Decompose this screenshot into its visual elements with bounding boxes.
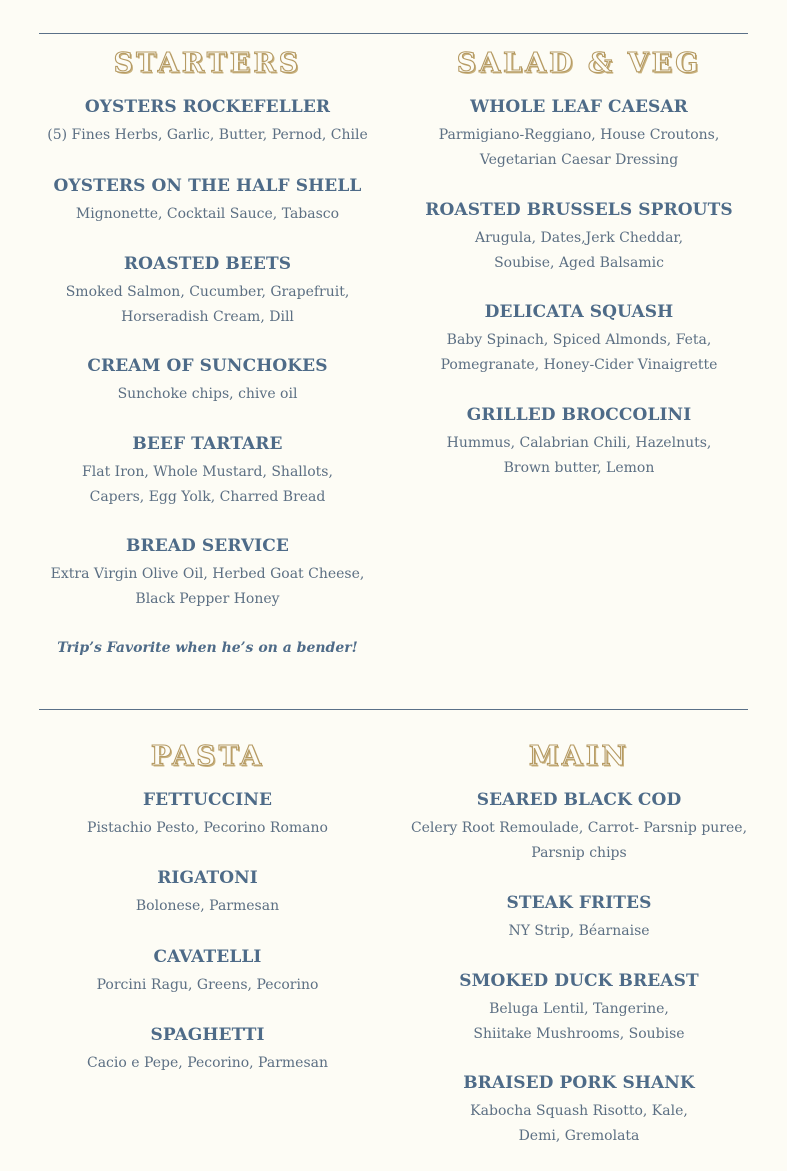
desc-line: Pistachio Pesto, Pecorino Romano — [87, 820, 328, 836]
desc-line: Black Pepper Honey — [135, 591, 280, 607]
item-name: OYSTERS ON THE HALF SHELL — [53, 176, 362, 196]
item-name: BRAISED PORK SHANK — [463, 1073, 695, 1093]
item-name: STEAK FRITES — [506, 893, 652, 913]
menu-item — [39, 867, 376, 919]
item-name: BEEF TARTARE — [132, 434, 283, 454]
desc-line: (5) Fines Herbs, Garlic, Butter, Pernod, Chile — [47, 127, 368, 143]
menu-item — [39, 946, 376, 998]
item-name: GRILLED BROCCOLINI — [466, 405, 692, 425]
item-description — [405, 997, 753, 1047]
item-description — [39, 1051, 376, 1076]
desc-line: Mignonette, Cocktail Sauce, Tabasco — [75, 206, 340, 222]
desc-line: Sunchoke chips, chive oil — [117, 386, 298, 402]
starters-column — [39, 46, 376, 656]
desc-line: Bolonese, Parmesan — [135, 898, 280, 914]
salad-veg-column — [405, 46, 753, 481]
desc-line: Arugula, Dates,Jerk Cheddar, — [474, 230, 684, 246]
menu-item — [405, 199, 753, 276]
item-description — [405, 123, 753, 173]
desc-line: Vegetarian Caesar Dressing — [479, 152, 679, 168]
desc-line: Smoked Salmon, Cucumber, Grapefruit, — [65, 284, 350, 300]
item-description — [39, 894, 376, 919]
menu-item — [405, 970, 753, 1047]
item-description — [39, 280, 376, 330]
menu-item — [39, 96, 376, 148]
item-description — [39, 382, 376, 407]
desc-line: Extra Virgin Olive Oil, Herbed Goat Cheese, — [50, 566, 365, 582]
desc-line: Flat Iron, Whole Mustard, Shallots, — [82, 464, 333, 480]
desc-line: Capers, Egg Yolk, Charred Bread — [89, 489, 326, 505]
item-name: CAVATELLI — [153, 947, 262, 967]
desc-line: Demi, Gremolata — [518, 1128, 640, 1144]
menu-item — [405, 301, 753, 378]
menu-item — [39, 175, 376, 227]
item-description — [405, 431, 753, 481]
item-description — [39, 123, 376, 148]
item-name: SMOKED DUCK BREAST — [459, 971, 699, 991]
menu-item — [405, 892, 753, 944]
main-column — [405, 739, 753, 1149]
menu-item — [39, 789, 376, 841]
menu-item — [405, 789, 753, 866]
desc-line: Beluga Lentil, Tangerine, — [489, 1001, 669, 1017]
item-description — [39, 460, 376, 510]
middle-divider — [39, 709, 748, 710]
desc-line: NY Strip, Béarnaise — [508, 923, 650, 939]
desc-line: Parsnip chips — [531, 845, 627, 861]
desc-line: Hummus, Calabrian Chili, Hazelnuts, — [446, 435, 712, 451]
desc-line: Cacio e Pepe, Pecorino, Parmesan — [86, 1055, 328, 1071]
item-name: RIGATONI — [157, 868, 258, 888]
item-name: ROASTED BRUSSELS SPROUTS — [425, 200, 733, 220]
desc-line: Horseradish Cream, Dill — [121, 309, 294, 325]
item-name: SEARED BLACK COD — [476, 790, 682, 810]
menu-item — [39, 355, 376, 407]
item-description — [405, 816, 753, 866]
desc-line: Shiitake Mushrooms, Soubise — [473, 1026, 685, 1042]
desc-line: Porcini Ragu, Greens, Pecorino — [96, 977, 319, 993]
desc-line: Baby Spinach, Spiced Almonds, Feta, — [446, 332, 712, 348]
starters-title: STARTERS — [113, 48, 302, 79]
item-name: CREAM OF SUNCHOKES — [87, 356, 328, 376]
desc-line: Pomegranate, Honey-Cider Vinaigrette — [440, 357, 718, 373]
menu-item — [405, 404, 753, 481]
item-description — [39, 562, 376, 612]
item-name: BREAD SERVICE — [126, 536, 289, 556]
item-description — [405, 328, 753, 378]
desc-line: Soubise, Aged Balsamic — [494, 255, 664, 271]
menu-item — [39, 1024, 376, 1076]
item-name: FETTUCCINE — [142, 790, 273, 810]
item-description — [39, 202, 376, 227]
menu-item — [39, 253, 376, 330]
item-description — [39, 816, 376, 841]
item-name: WHOLE LEAF CAESAR — [470, 97, 688, 117]
main-title: MAIN — [528, 741, 630, 772]
favorite-note: Trip’s Favorite when he’s on a bender! — [57, 640, 358, 656]
desc-line: Parmigiano-Reggiano, House Croutons, — [438, 127, 720, 143]
item-name: ROASTED BEETS — [123, 254, 292, 274]
menu-item — [405, 1072, 753, 1149]
item-name: OYSTERS ROCKEFELLER — [84, 97, 331, 117]
item-name: SPAGHETTI — [150, 1025, 265, 1045]
pasta-title: PASTA — [150, 741, 265, 772]
item-description — [405, 226, 753, 276]
pasta-column — [39, 739, 376, 1076]
item-description — [405, 919, 753, 944]
menu-item — [39, 535, 376, 612]
item-description — [39, 973, 376, 998]
desc-line: Kabocha Squash Risotto, Kale, — [470, 1103, 688, 1119]
menu-item — [405, 96, 753, 173]
item-name: DELICATA SQUASH — [484, 302, 674, 322]
menu-item — [39, 433, 376, 510]
top-divider — [39, 33, 748, 34]
desc-line: Celery Root Remoulade, Carrot- Parsnip puree, — [410, 820, 748, 836]
salad-veg-title: SALAD & VEG — [456, 48, 702, 79]
item-description — [405, 1099, 753, 1149]
desc-line: Brown butter, Lemon — [503, 460, 655, 476]
